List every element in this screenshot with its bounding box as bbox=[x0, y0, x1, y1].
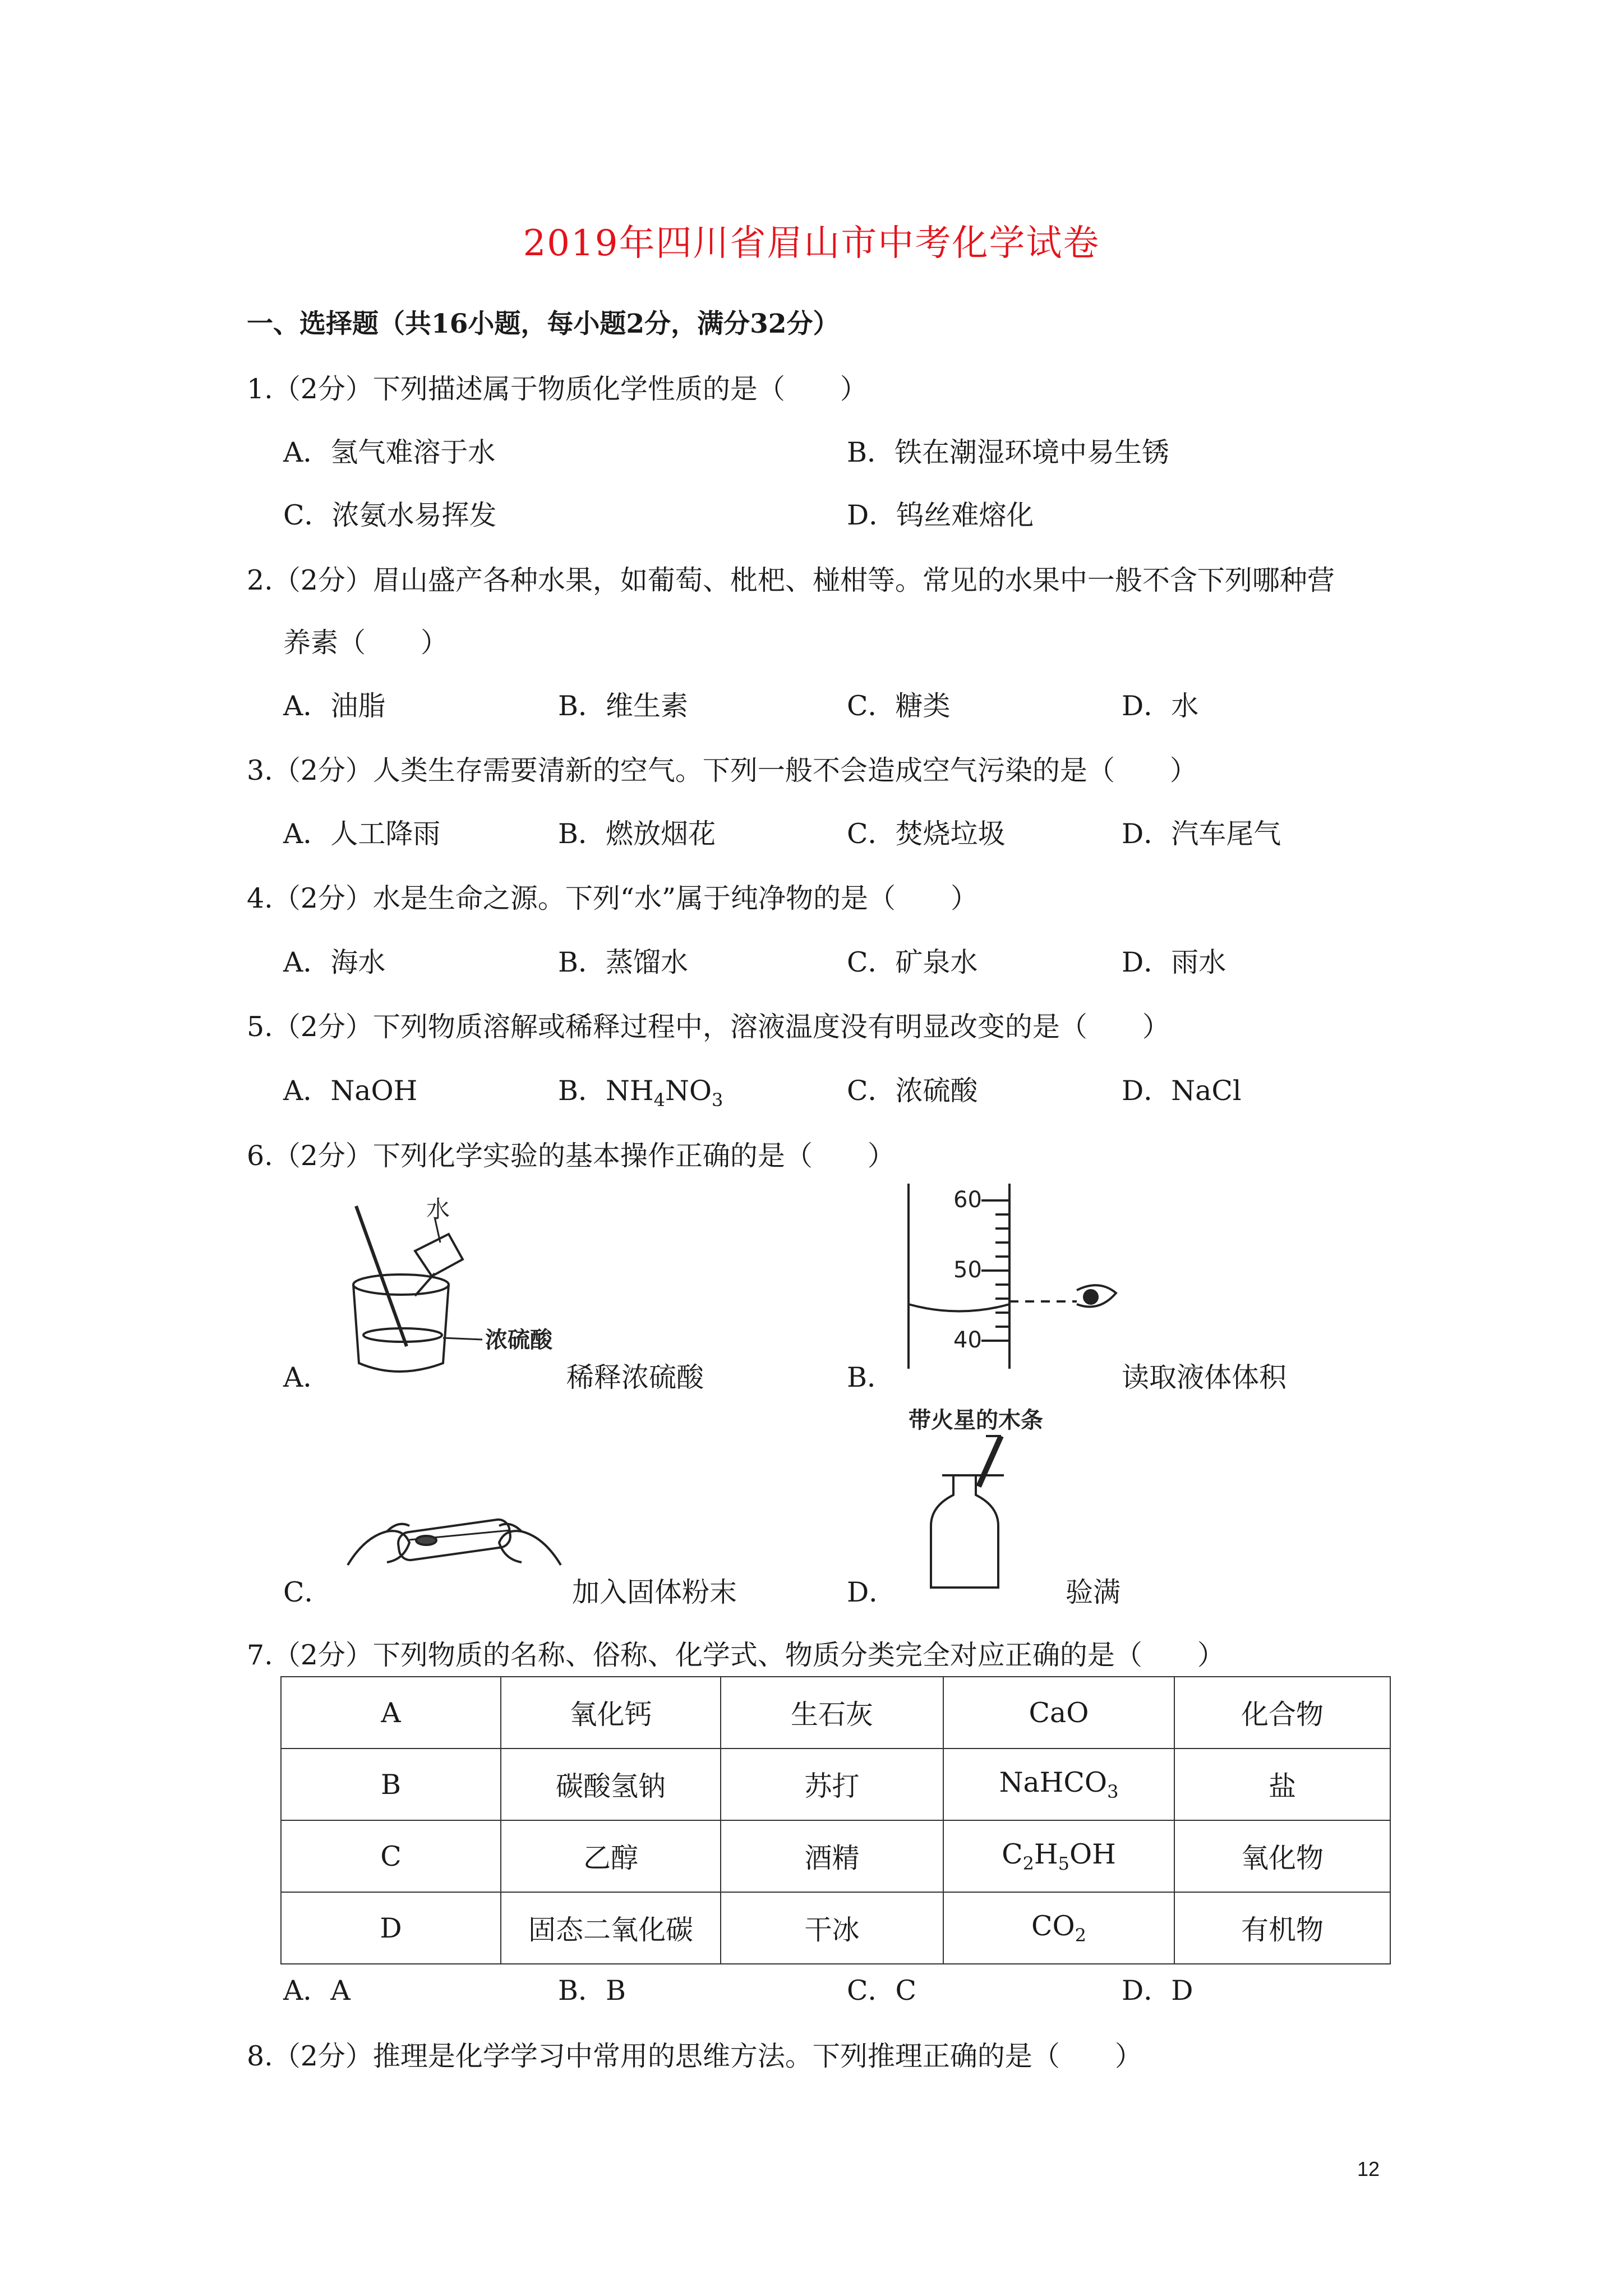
question-7-option-c: C．C bbox=[847, 1975, 916, 2007]
question-8-stem: 8.（2分）推理是化学学习中常用的思维方法。下列推理正确的是（ ） bbox=[247, 2040, 1142, 2072]
formula-sub: 3 bbox=[1107, 1780, 1119, 1802]
formula-nahco3: NaHCO bbox=[999, 1766, 1108, 1799]
table-cell: 干冰 bbox=[721, 1892, 943, 1964]
table-cell bbox=[943, 1820, 1174, 1892]
formula-sub: 2 bbox=[1022, 1852, 1034, 1874]
figure-add-powder bbox=[342, 1487, 566, 1576]
question-7-option-a: A．A bbox=[283, 1975, 351, 2007]
question-5-option-d: D．NaCl bbox=[1122, 1075, 1242, 1107]
nh4no3-sub-4: 4 bbox=[653, 1089, 665, 1111]
question-2-option-c: C．糖类 bbox=[847, 690, 951, 722]
table-cell: 碳酸氢钠 bbox=[501, 1749, 721, 1820]
table-cell: 氧化钙 bbox=[501, 1677, 721, 1749]
question-7-option-b: B．B bbox=[558, 1975, 626, 2007]
table-cell: 酒精 bbox=[721, 1820, 943, 1892]
page-title: 2019年四川省眉山市中考化学试卷 bbox=[523, 223, 1100, 264]
question-5-option-a: A．NaOH bbox=[283, 1075, 418, 1107]
question-2-option-a: A．油脂 bbox=[283, 690, 386, 722]
question-7-stem: 7.（2分）下列物质的名称、俗称、化学式、物质分类完全对应正确的是（ ） bbox=[247, 1639, 1225, 1671]
figure-gas-bottle-test bbox=[909, 1402, 1110, 1593]
question-4-option-d: D．雨水 bbox=[1122, 946, 1227, 978]
figure-label-water: 水 bbox=[426, 1195, 450, 1223]
table-cell: C bbox=[281, 1820, 501, 1892]
question-6-option-a-caption: 稀释浓硫酸 bbox=[566, 1361, 704, 1393]
table-row bbox=[281, 1892, 1390, 1964]
question-2-stem-line1: 2.（2分）眉山盛产各种水果，如葡萄、枇杷、椪柑等。常见的水果中一般不含下列哪种营 bbox=[247, 564, 1335, 596]
question-4-option-a: A．海水 bbox=[283, 946, 386, 978]
table-cell: 有机物 bbox=[1174, 1892, 1390, 1964]
question-2-option-b: B．维生素 bbox=[558, 690, 689, 722]
table-cell: CaO bbox=[943, 1677, 1174, 1749]
tick-label-40: 40 bbox=[953, 1327, 982, 1353]
question-3-option-d: D．汽车尾气 bbox=[1122, 818, 1281, 850]
table-cell: 化合物 bbox=[1174, 1677, 1390, 1749]
table-cell: 固态二氧化碳 bbox=[501, 1892, 721, 1964]
question-6-option-d-caption: 验满 bbox=[1066, 1576, 1121, 1608]
table-cell: B bbox=[281, 1749, 501, 1820]
table-cell: D bbox=[281, 1892, 501, 1964]
question-6-stem: 6.（2分）下列化学实验的基本操作正确的是（ ） bbox=[247, 1140, 895, 1172]
question-6-option-a-letter: A． bbox=[283, 1361, 331, 1393]
table-row bbox=[281, 1677, 1390, 1749]
formula-c2h5oh: C bbox=[1002, 1838, 1023, 1871]
page-number: 12 bbox=[1357, 2157, 1380, 2180]
question-4-stem: 4.（2分）水是生命之源。下列“水”属于纯净物的是（ ） bbox=[247, 882, 979, 914]
question-3-option-a: A．人工降雨 bbox=[283, 818, 441, 850]
table-row bbox=[281, 1820, 1390, 1892]
question-4-option-b: B．蒸馏水 bbox=[558, 946, 689, 978]
question-3-stem: 3.（2分）人类生存需要清新的空气。下列一般不会造成空气污染的是（ ） bbox=[247, 754, 1197, 786]
formula-co2: CO bbox=[1031, 1910, 1075, 1943]
question-3-option-c: C．焚烧垃圾 bbox=[847, 818, 1006, 850]
question-6-option-d-letter: D． bbox=[847, 1576, 897, 1608]
figure-label-conc-acid: 浓硫酸 bbox=[485, 1327, 552, 1353]
question-6-option-b-letter: B． bbox=[847, 1361, 895, 1393]
formula-sub: 2 bbox=[1075, 1924, 1087, 1946]
question-5-option-c: C．浓硫酸 bbox=[847, 1075, 978, 1107]
nh4no3-part-2: NO bbox=[665, 1075, 712, 1107]
tick-label-60: 60 bbox=[953, 1187, 982, 1213]
nh4no3-sub-3: 3 bbox=[712, 1089, 723, 1111]
figure-graduated-cylinder bbox=[897, 1178, 1133, 1374]
question-1-option-a: A．氢气难溶于水 bbox=[283, 436, 496, 468]
table-cell bbox=[943, 1749, 1174, 1820]
question-7-table bbox=[280, 1676, 1391, 1964]
question-3-option-b: B．燃放烟花 bbox=[558, 818, 716, 850]
table-cell: 乙醇 bbox=[501, 1820, 721, 1892]
figure-dilute-acid bbox=[336, 1195, 550, 1380]
table-cell: 苏打 bbox=[721, 1749, 943, 1820]
table-cell: 盐 bbox=[1174, 1749, 1390, 1820]
question-1-stem: 1.（2分）下列描述属于物质化学性质的是（ ） bbox=[247, 373, 868, 405]
tick-label-50: 50 bbox=[953, 1257, 982, 1283]
table-cell bbox=[943, 1892, 1174, 1964]
question-1-option-c: C．浓氨水易挥发 bbox=[283, 499, 497, 531]
question-4-option-c: C．矿泉水 bbox=[847, 946, 978, 978]
figure-label-glowing-stick: 带火星的木条 bbox=[909, 1407, 1043, 1433]
question-6-option-b-caption: 读取液体体积 bbox=[1122, 1361, 1287, 1393]
question-2-option-d: D．水 bbox=[1122, 690, 1199, 722]
table-cell: 生石灰 bbox=[721, 1677, 943, 1749]
question-5-stem: 5.（2分）下列物质溶解或稀释过程中，溶液温度没有明显改变的是（ ） bbox=[247, 1011, 1170, 1043]
table-cell: 氧化物 bbox=[1174, 1820, 1390, 1892]
table-row bbox=[281, 1749, 1390, 1820]
formula-part: OH bbox=[1069, 1838, 1116, 1871]
formula-part: H bbox=[1034, 1838, 1058, 1871]
question-6-option-c-letter: C． bbox=[283, 1576, 332, 1608]
question-1-option-b: B．铁在潮湿环境中易生锈 bbox=[847, 436, 1170, 468]
question-7-option-d: D．D bbox=[1122, 1975, 1193, 2007]
question-2-stem-line2: 养素（ ） bbox=[283, 627, 449, 659]
nh4no3-part-1: B．NH bbox=[558, 1075, 654, 1107]
question-6-option-c-caption: 加入固体粉末 bbox=[572, 1576, 737, 1608]
question-1-option-d: D．钨丝难熔化 bbox=[847, 499, 1034, 531]
table-cell: A bbox=[281, 1677, 501, 1749]
formula-sub: 5 bbox=[1058, 1852, 1070, 1874]
section-title: 一、选择题（共16小题，每小题2分，满分32分） bbox=[247, 309, 840, 339]
question-5-option-b bbox=[558, 1069, 723, 1111]
